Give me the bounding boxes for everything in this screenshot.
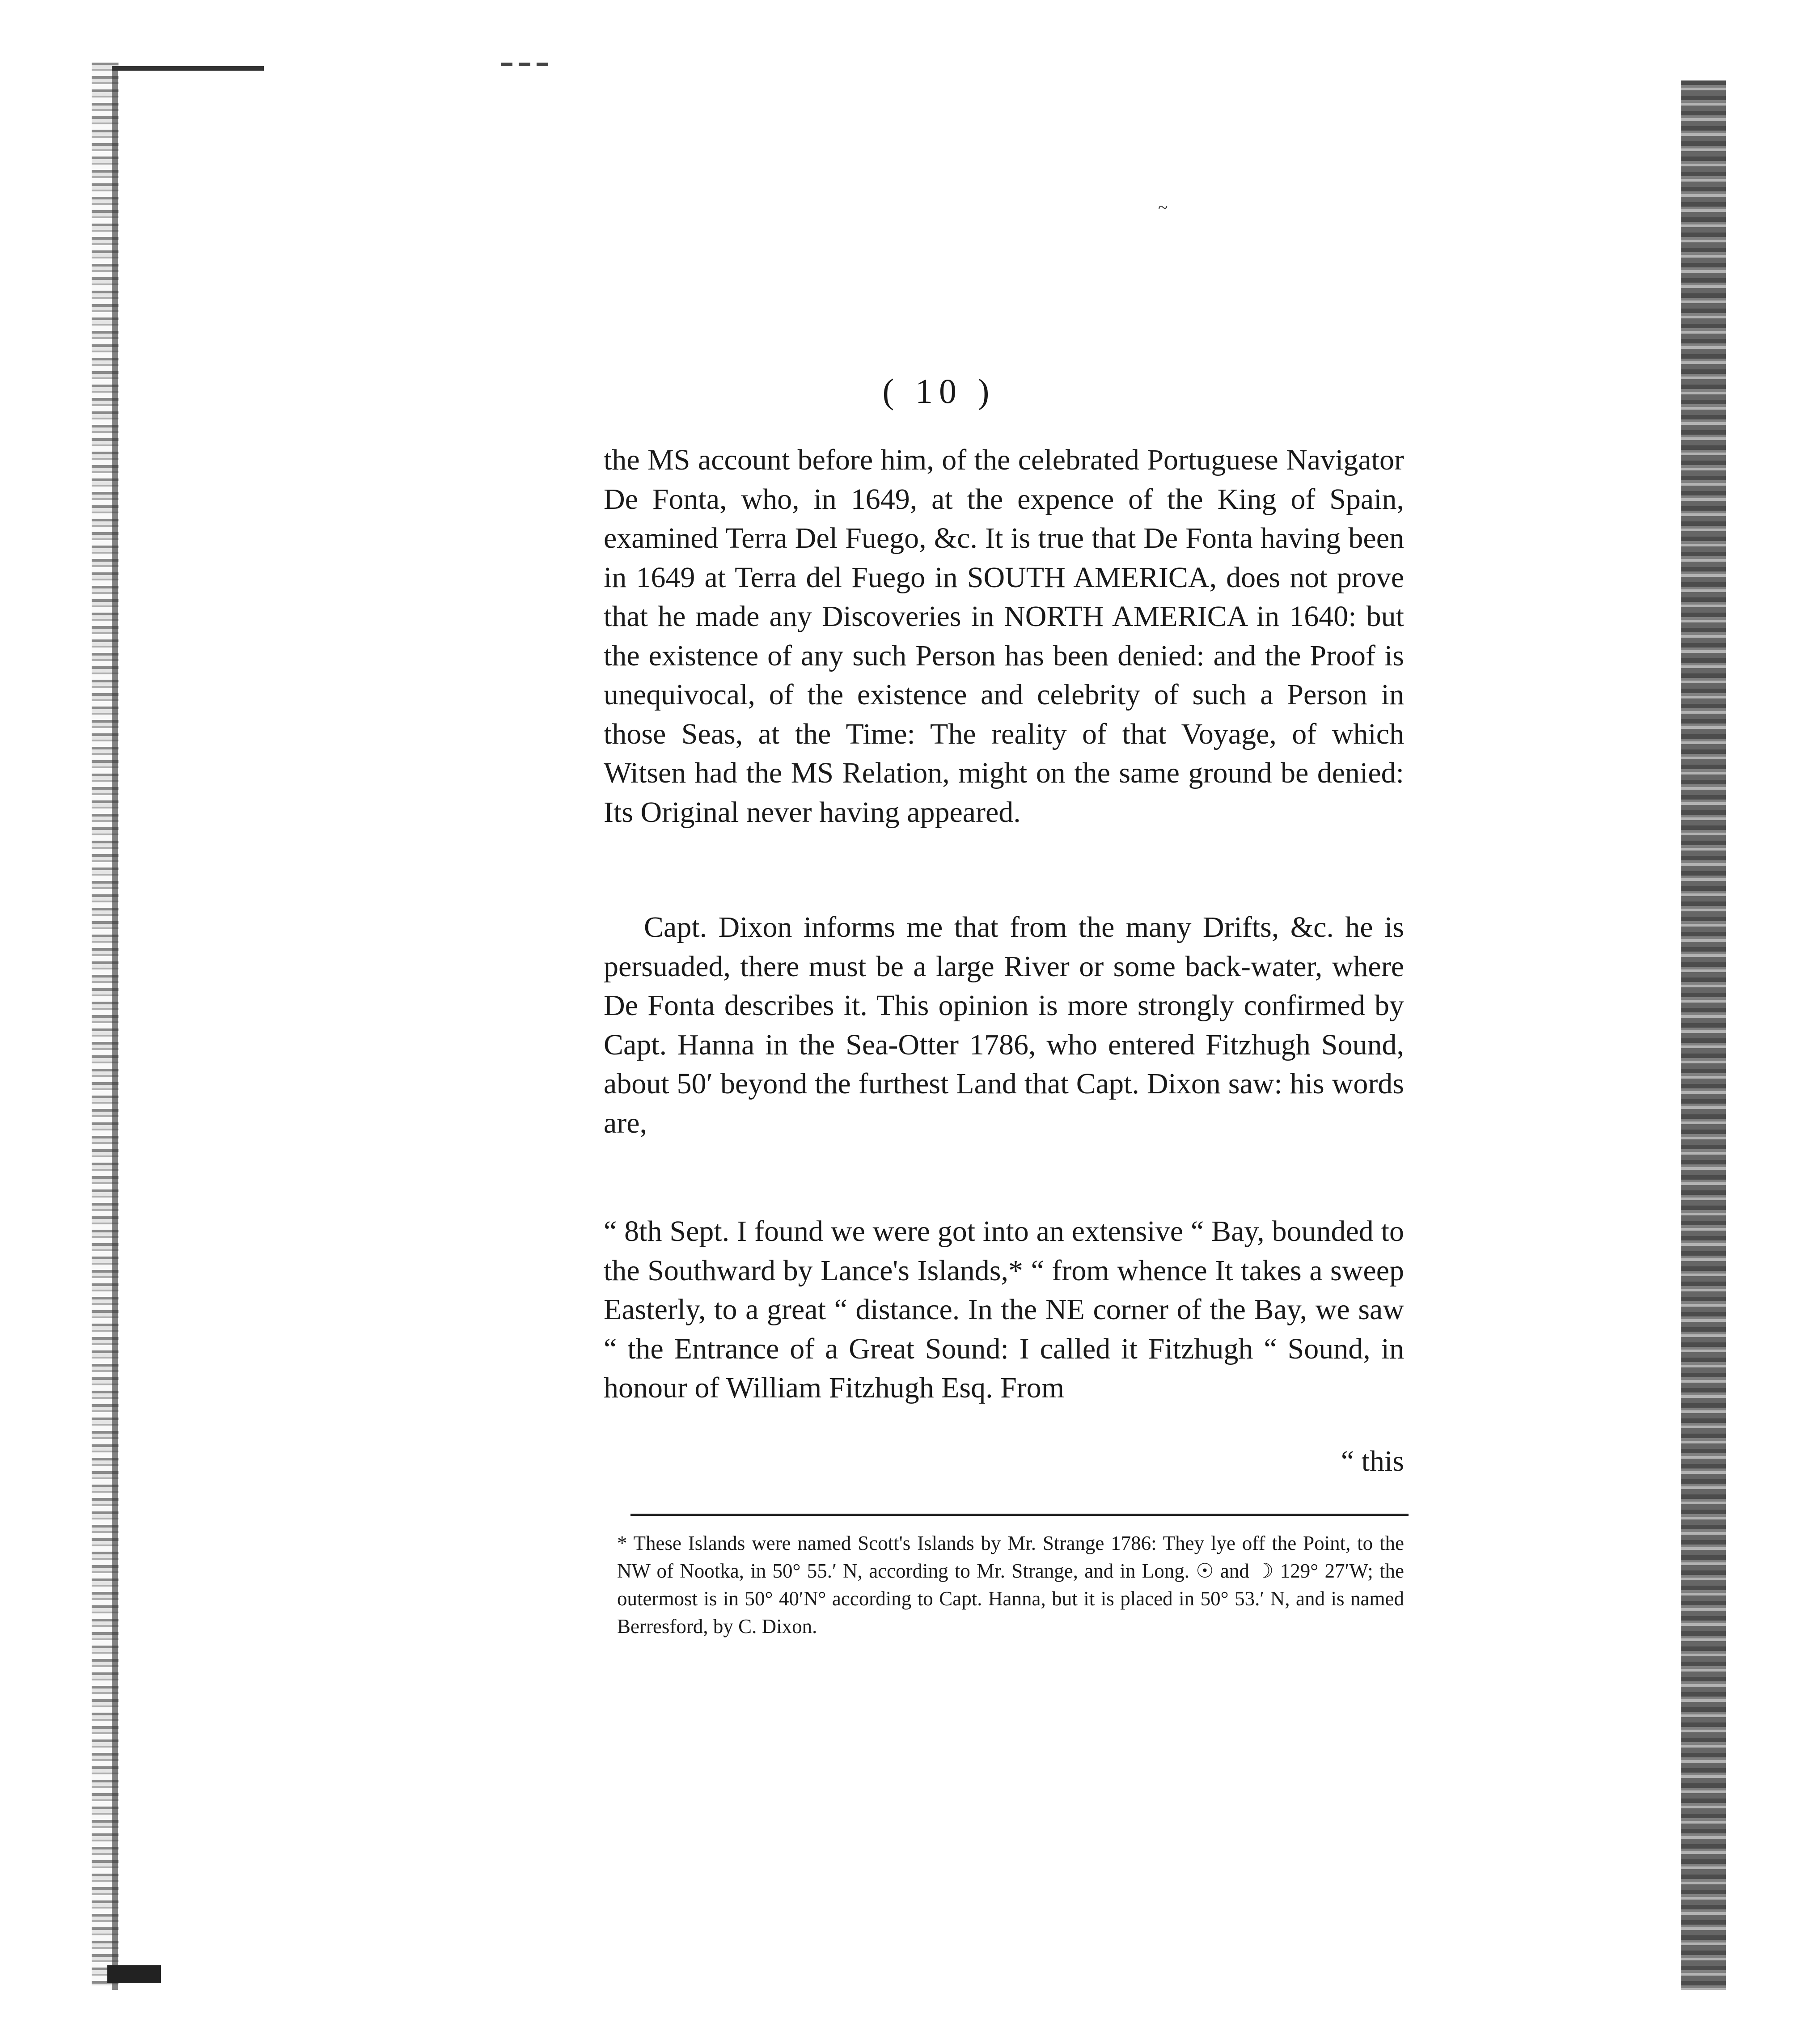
scan-speck [501, 63, 512, 66]
catchword: “ this [1341, 1445, 1404, 1477]
scan-binding-line [112, 67, 118, 1990]
page-number: ( 10 ) [882, 372, 996, 410]
paragraph-1: the MS account before him, of the celebrated Portuguese Navigator De Fonta, who, in 1649, at the expence of the King of Spain, examined Terra Del Fuego, &c. It is true that De Fonta having been in 1649 at Terra del Fuego in SOUTH AMERICA, does not prove that he made any Discoveries in NORTH AMERICA in 1640: but the existence of any such Person has been denied: and the Proof is unequivocal, of the existence and celebrity of such a Person in those Seas, at the Time: The reality of that Voyage, of which Witsen had the MS Relation, might on the same ground be denied: Its Original never having appeared. [604, 444, 1404, 829]
paragraph-2: Capt. Dixon informs me that from the many Drifts, &c. he is persuaded, there must be a large River or some back-water, where De Fonta describes it. This opinion is more strongly confirmed by Capt. Hanna in the Sea-Otter 1786, who entered Fitzhugh Sound, about 50′ beyond the furthest Land that Capt. Dixon saw: his words are, [604, 911, 1404, 1139]
scan-edge-bottom [107, 1965, 161, 1983]
paragraph-3-quotation: “ 8th Sept. I found we were got into an extensive “ Bay, bounded to the Southward by Lance's Islands,* “ from whence It takes a sweep Easterly, to a great “ distance. In the NE corner of the Bay, we saw “ the Entrance of a Great Sound: I called it Fitzhugh “ Sound, in honour of William Fitzhugh Esq. From [604, 1215, 1404, 1404]
footnote-rule [630, 1514, 1409, 1516]
scan-edge-top [112, 66, 264, 71]
footnote: * These Islands were named Scott's Islands by Mr. Strange 1786: They lye off the Point, to the NW of Nootka, in 50° 55.′ N, according to Mr. Strange, and in Long. ☉ and ☽ 129° 27′W; the outermost is in 50° 40′N° according to Capt. Hanna, but it is placed in 50° 53.′ N, and is named Berresford, by C. Dixon. [617, 1532, 1404, 1638]
scan-speck [537, 63, 548, 66]
scan-speck [519, 63, 530, 66]
scan-edge-right [1681, 80, 1726, 1990]
stray-mark: ~ [1158, 197, 1168, 217]
